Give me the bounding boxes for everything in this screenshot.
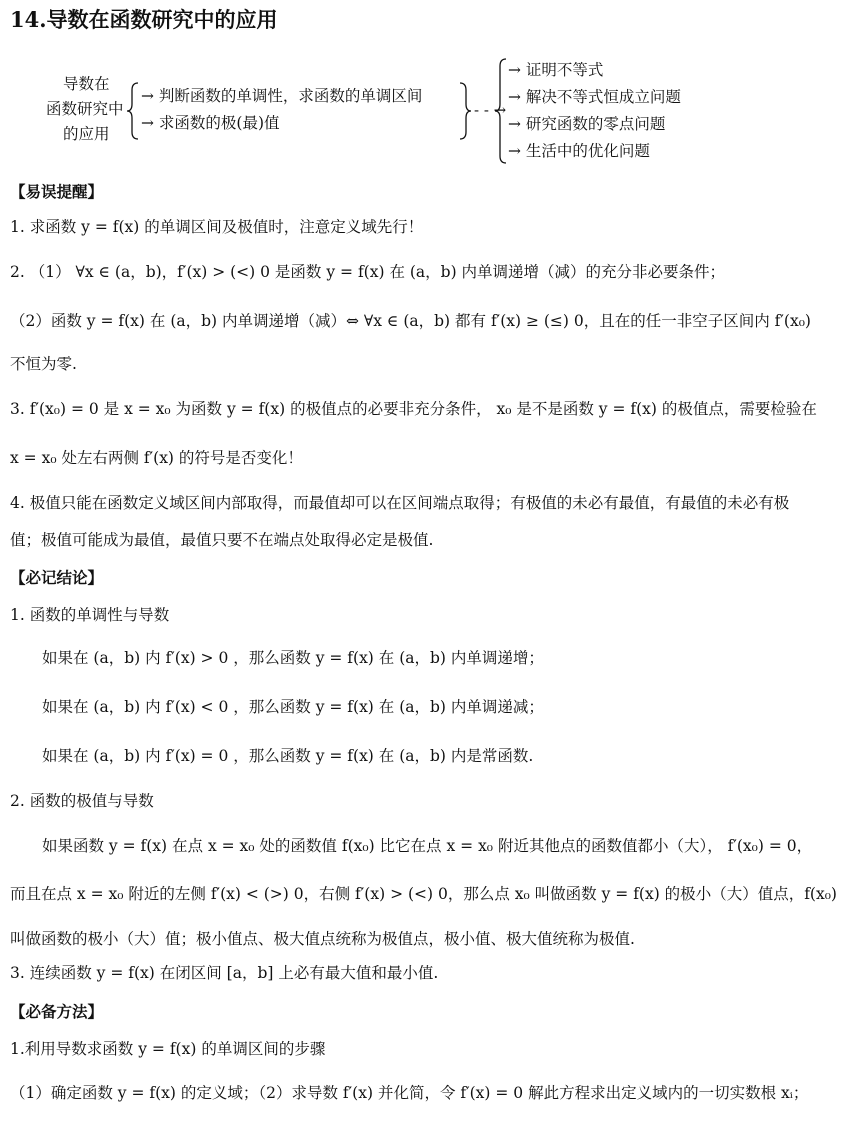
root-label-line-3: 的应用 bbox=[63, 125, 110, 143]
conclusion-2-line-1: 如果函数 y = f(x) 在点 x = x₀ 处的函数值 f(x₀) 比它在点 x = x₀ 附近其他点的函数值都小（大）， f′(x₀) = 0， bbox=[42, 837, 813, 855]
left-brace-icon bbox=[126, 82, 140, 140]
method-1-title: 1.利用导数求函数 y = f(x) 的单调区间的步骤 bbox=[10, 1040, 326, 1058]
error-item-1: 1. 求函数 y = f(x) 的单调区间及极值时，注意定义域先行！ bbox=[10, 218, 424, 236]
right-item-zero-points: → 研究函数的零点问题 bbox=[508, 115, 666, 133]
right-item-optimization: → 生活中的优化问题 bbox=[508, 142, 650, 160]
root-label-line-2: 函数研究中 bbox=[46, 100, 124, 118]
conclusion-2-title: 2. 函数的极值与导数 bbox=[10, 792, 154, 810]
page-title: 14.导数在函数研究中的应用 bbox=[10, 7, 278, 32]
middle-item-monotonicity: → 判断函数的单调性，求函数的单调区间 bbox=[141, 87, 423, 105]
conclusion-2-line-2: 而且在点 x = x₀ 附近的左侧 f′(x) < (>) 0，右侧 f′(x) > (<) 0，那么点 x₀ 叫做函数 y = f(x) 的极小（大）值点，f(x₀) bbox=[10, 885, 837, 903]
section-heading-conclusions: 【必记结论】 bbox=[10, 568, 104, 587]
right-item-inequality-constant: → 解决不等式恒成立问题 bbox=[508, 88, 681, 106]
conclusion-1-constant: 如果在 (a，b) 内 f′(x) = 0 ，那么函数 y = f(x) 在 (a，b) 内是常函数. bbox=[42, 747, 534, 765]
connector-arrow: - - → bbox=[474, 101, 507, 119]
section-heading-methods: 【必备方法】 bbox=[10, 1002, 104, 1021]
error-item-4-cont: 值；极值可能成为最值，最值只要不在端点处取得必定是极值. bbox=[10, 531, 434, 549]
error-item-3-cont: x = x₀ 处左右两侧 f′(x) 的符号是否变化！ bbox=[10, 449, 303, 467]
conclusion-1-decreasing: 如果在 (a，b) 内 f′(x) < 0 ，那么函数 y = f(x) 在 (a，b) 内单调递减； bbox=[42, 698, 544, 716]
conclusion-3: 3. 连续函数 y = f(x) 在闭区间 [a，b] 上必有最大值和最小值. bbox=[10, 964, 439, 982]
conclusion-1-title: 1. 函数的单调性与导数 bbox=[10, 606, 170, 624]
right-brace-icon bbox=[458, 82, 472, 140]
right-item-inequality-proof: → 证明不等式 bbox=[508, 61, 604, 79]
method-1-steps: （1）确定函数 y = f(x) 的定义域；（2）求导数 f′(x) 并化简，令 f′(x) = 0 解此方程求出定义域内的一切实数根 xᵢ； bbox=[10, 1084, 809, 1102]
conclusion-1-increasing: 如果在 (a，b) 内 f′(x) > 0 ，那么函数 y = f(x) 在 (a，b) 内单调递增； bbox=[42, 649, 544, 667]
error-item-4: 4. 极值只能在函数定义域区间内部取得，而最值却可以在区间端点取得；有极值的未必有最值，有最值的未必有极 bbox=[10, 494, 790, 512]
section-heading-errors: 【易误提醒】 bbox=[10, 182, 104, 201]
error-item-3: 3. f′(x₀) = 0 是 x = x₀ 为函数 y = f(x) 的极值点的必要非充分条件， x₀ 是不是函数 y = f(x) 的极值点，需要检验在 bbox=[10, 400, 817, 418]
error-item-2-2: （2）函数 y = f(x) 在 (a，b) 内单调递增（减）⇔ ∀x ∈ (a，b) 都有 f′(x) ≥ (≤) 0，且在的任一非空子区间内 f′(x₀) bbox=[10, 312, 811, 330]
middle-item-extremum: → 求函数的极(最)值 bbox=[141, 114, 280, 132]
conclusion-2-line-3: 叫做函数的极小（大）值；极小值点、极大值点统称为极值点，极小值、极大值统称为极值. bbox=[10, 930, 635, 948]
outer-brace-icon bbox=[494, 58, 508, 164]
root-label-line-1: 导数在 bbox=[63, 75, 110, 93]
error-item-2-1: 2. （1） ∀x ∈ (a，b)，f′(x) > (<) 0 是函数 y = f(x) 在 (a，b) 内单调递增（减）的充分非必要条件； bbox=[10, 263, 726, 281]
error-item-2-2-cont: 不恒为零. bbox=[10, 355, 77, 373]
